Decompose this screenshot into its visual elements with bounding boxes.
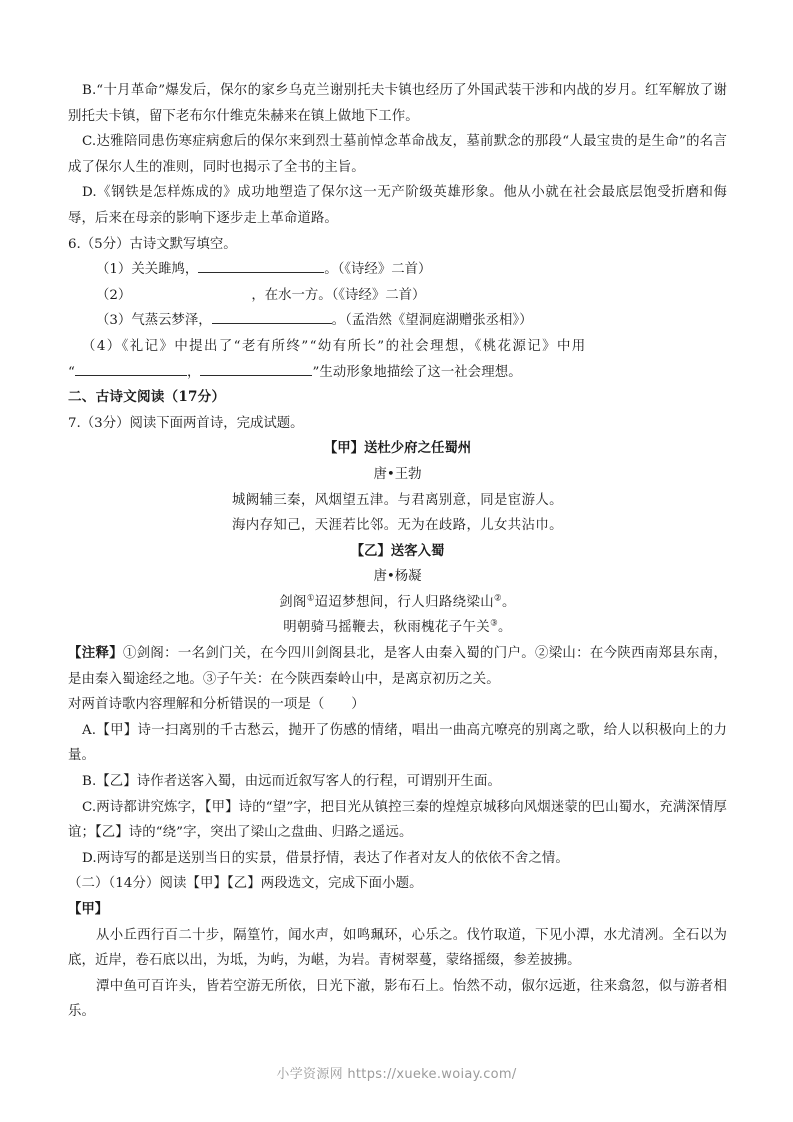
poem-yi-line-1-a: 剑阁 xyxy=(279,594,307,610)
q8-jia-paragraph-2: 潭中鱼可百许头，皆若空游无所依，日光下澈，影布石上。怡然不动，俶尔远逝，往来翕忽，似与游者相乐。 xyxy=(68,978,727,1020)
q7-option-c xyxy=(68,795,727,846)
q6-item-4-line2 xyxy=(68,360,727,386)
footnote-marker-3: ③ xyxy=(490,618,498,628)
q7-option-b-text: 【乙】诗作者送客入蜀，由远而近叙写客人的行程，可谓别开生面。 xyxy=(96,774,502,790)
q6-item-1-before: 关关雎鸠， xyxy=(131,262,199,278)
q6-item-2-after: ，在水一方。（《诗经》二首） xyxy=(251,287,426,303)
q7-option-c-letter: C. xyxy=(82,799,97,815)
q7-prompt: 对两首诗歌内容理解和分析错误的一项是（ ） xyxy=(68,697,365,713)
q6-stem xyxy=(68,232,727,258)
q7-option-a xyxy=(68,718,727,769)
q6-item-4-quote-close: ” xyxy=(312,364,320,380)
q7-option-c-text: 两诗都讲究炼字，【甲】诗的“望”字，把目光从镇控三秦的煌煌京城移向风烟迷蒙的巴山蜀水，充满深情厚谊；【乙】诗的“绕”字，突出了梁山之盘曲、归路之遥远。 xyxy=(68,799,727,841)
q7-notes xyxy=(68,641,727,692)
poem-yi-line-1 xyxy=(68,590,727,616)
q8-lead: （二）（14分）阅读【甲】【乙】两段选文，完成下面小题。 xyxy=(68,876,423,892)
q6-item-3-blank[interactable] xyxy=(212,309,332,324)
poem-yi-line-1-b: 迢迢梦想间，行人归路绕梁山 xyxy=(314,594,495,610)
q7-option-b-letter: B. xyxy=(82,774,97,790)
q7-notes-label: 【注释】 xyxy=(68,645,123,662)
q6-item-3-after: 。（孟浩然《望洞庭湖赠张丞相》） xyxy=(331,313,533,329)
q6-item-4-tail: 生动形象地描绘了这一社会理想。 xyxy=(319,364,522,380)
q6-item-1-after: 。（《诗经》二首） xyxy=(324,262,432,278)
q5-option-c xyxy=(68,129,727,180)
q7-stem xyxy=(68,411,727,437)
q7-number: 7. xyxy=(68,415,81,431)
q6-item-3-label: （3） xyxy=(96,313,132,329)
q6-item-2-blank[interactable] xyxy=(131,285,251,299)
q6-item-4-blank-b[interactable] xyxy=(200,361,312,376)
site-watermark: 小学资源网 https://xueke.woiay.com/ xyxy=(276,1067,517,1082)
q7-stem-text: 阅读下面两首诗，完成试题。 xyxy=(129,415,304,431)
q5-option-d xyxy=(68,180,727,231)
q6-item-4-sep: ， xyxy=(186,364,201,380)
poem-jia-author: 唐•王勃 xyxy=(373,466,422,482)
q5-option-b-text: “十月革命”爆发后，保尔的家乡乌克兰谢别托夫卡镇也经历了外国武装干涉和内战的岁月。红军解放了谢别托夫卡镇，留下老布尔什维克朱赫来在镇上做地下工作。 xyxy=(68,83,727,124)
q6-item-4-quote-open: “ xyxy=(68,364,75,380)
q6-stem-text: 古诗文默写填空。 xyxy=(129,236,237,252)
poem-jia-line-1: 城阙辅三秦，风烟望五津。与君离别意，同是宦游人。 xyxy=(232,492,563,508)
q6-number: 6. xyxy=(68,236,81,252)
q6-item-2-label: （2） xyxy=(96,287,132,303)
poem-yi-line-2-a: 明朝骑马摇鞭去，秋雨槐花子午关 xyxy=(283,620,491,636)
footnote-marker-2: ② xyxy=(494,592,502,603)
poem-yi-line-2 xyxy=(68,615,727,641)
q7-option-d-letter: D. xyxy=(82,850,97,866)
q5-option-d-letter: D. xyxy=(82,185,97,201)
q5-option-b xyxy=(68,78,727,129)
q7-option-d-text: 两诗写的都是送别当日的实景，借景抒情，表达了作者对友人的依依不舍之情。 xyxy=(96,850,569,866)
q8-jia-paragraph-1: 从小丘西行百二十步，隔篁竹，闻水声，如鸣珮环，心乐之。伐竹取道，下见小潭，水尤清冽。全石以为底，近岸，卷石底以出，为坻，为屿，为嵁，为岩。青树翠蔓，蒙络摇缀，参差披拂。 xyxy=(68,927,727,969)
q7-option-b xyxy=(68,769,727,795)
q5-option-d-text: 《钢铁是怎样炼成的》成功地塑造了保尔这一无产阶级英雄形象。他从小就在社会最底层饱受折磨和侮辱，后来在母亲的影响下逐步走上革命道路。 xyxy=(68,185,727,226)
q6-item-2 xyxy=(68,283,727,309)
q6-item-1-label: （1） xyxy=(96,262,132,278)
q6-item-3-before: 气蒸云梦泽， xyxy=(131,313,212,329)
poem-yi-author: 唐•杨凝 xyxy=(373,569,422,585)
q8-jia-label: 【甲】 xyxy=(68,901,109,917)
q7-option-a-text: 【甲】诗一扫离别的千古愁云，抛开了伤感的情绪，唱出一曲高亢嘹亮的别离之歌，给人以积极向上的力量。 xyxy=(68,722,727,764)
poem-jia-title: 【甲】送杜少府之任蜀州 xyxy=(323,440,472,457)
poem-jia-line-2: 海内存知己，天涯若比邻。无为在歧路，儿女共沾巾。 xyxy=(232,518,563,534)
section-2-heading: 二、古诗文阅读（17分） xyxy=(68,389,226,406)
q6-item-4-line1: （4）《礼记》中提出了“老有所终”“幼有所长”的社会理想，《桃花源记》中用 xyxy=(82,338,587,354)
q6-item-3 xyxy=(68,308,727,334)
q5-option-c-text: 达雅陪同患伤寒症病愈后的保尔来到烈士墓前悼念革命战友，墓前默念的那段“人最宝贵的是生命”的名言成了保尔人生的准则，同时也揭示了全书的主旨。 xyxy=(68,134,727,175)
exam-paper-body xyxy=(68,78,727,1025)
q6-item-1 xyxy=(68,257,727,283)
poem-yi-title: 【乙】送客入蜀 xyxy=(350,542,445,559)
q5-option-c-letter: C. xyxy=(82,134,97,150)
q6-item-1-blank[interactable] xyxy=(198,258,324,273)
q7-score: （3分） xyxy=(80,415,130,431)
q6-score: （5分） xyxy=(80,236,130,252)
q7-notes-text: ①剑阁：一名剑门关，在今四川剑阁县北，是客人由秦入蜀的门户。②梁山：在今陕西南郑县东南，是由秦入蜀途经之地。③子午关：在今陕西秦岭山中，是离京初历之关。 xyxy=(68,646,727,687)
q6-item-4-blank-a[interactable] xyxy=(75,361,187,376)
q7-option-a-letter: A. xyxy=(82,722,97,738)
q5-option-b-letter: B. xyxy=(82,83,97,98)
footnote-marker-1: ① xyxy=(306,592,315,603)
q7-option-d xyxy=(68,846,727,872)
poem-yi-line-1-c: 。 xyxy=(501,594,516,610)
poem-yi-line-2-c: 。 xyxy=(497,620,512,636)
